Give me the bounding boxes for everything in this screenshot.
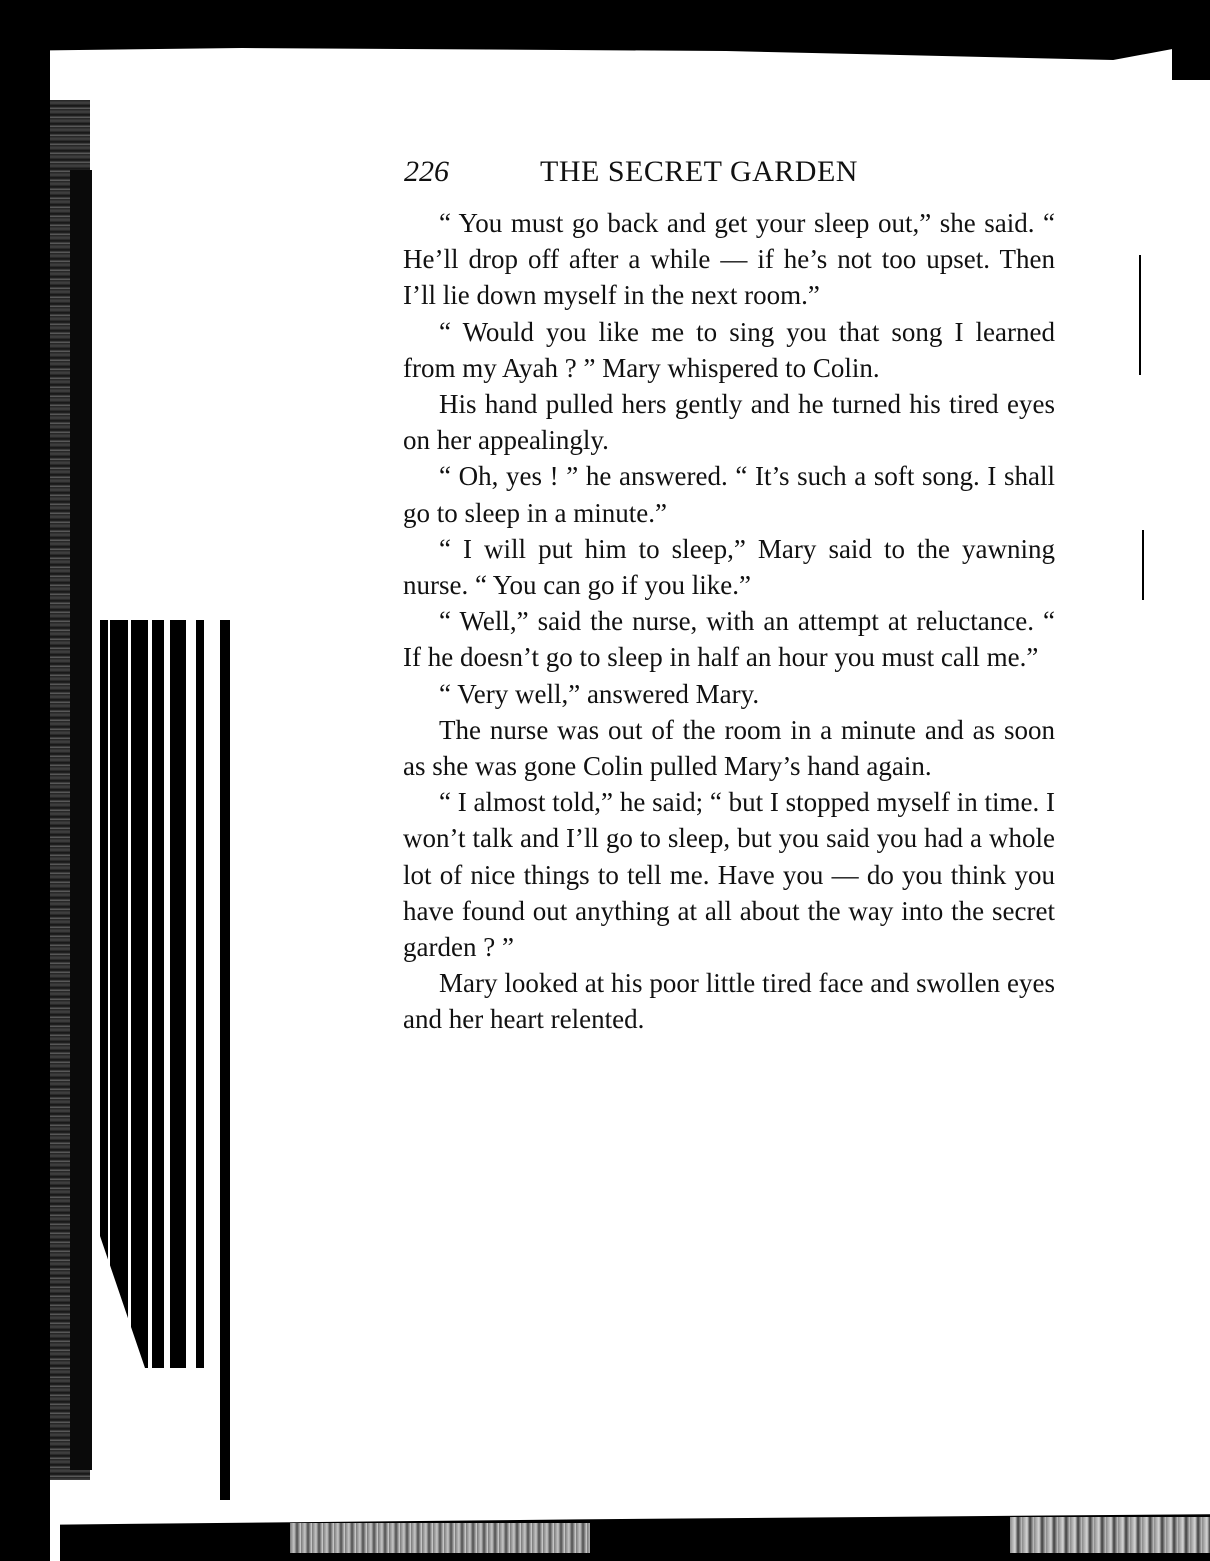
scan-edge-left-dark [70,170,92,1470]
margin-mark [1139,255,1141,375]
scan-noise-bottom [290,1523,590,1553]
paragraph: “ Oh, yes ! ” he answered. “ It’s such a soft song. I shall go to sleep in a minute.” [403,461,1055,528]
paragraph: “ You must go back and get your sleep out,” she said. “ He’ll drop off after a while — if he’s not too upset. Then I’ll lie down myself in the next room.” [403,208,1055,311]
scan-noise-bottom-right [1010,1517,1210,1553]
margin-mark [1142,530,1144,600]
paragraph: “ Would you like me to sing you that song I learned from my Ayah ? ” Mary whispered to Colin. [403,316,1055,383]
paragraph: “ Very well,” answered Mary. [439,678,760,709]
scan-bars [100,620,250,1500]
scan-edge-left [0,0,50,1561]
paragraph: His hand pulled hers gently and he turned his tired eyes on her appealingly. [403,389,1055,456]
running-title: THE SECRET GARDEN [540,155,858,188]
page-number: 226 [404,155,449,188]
page-header [404,150,1064,194]
scan-edge-right [1172,0,1210,80]
paragraph: The nurse was out of the room in a minute and as soon as she was gone Colin pulled Mary’s hand again. [403,714,1055,782]
paragraph: “ Well,” said the nurse, with an attempt at reluctance. “ If he doesn’t go to sleep in half an hour you must call me.” [403,606,1055,673]
page-body [403,205,1055,1038]
paragraph: “ I almost told,” he said; “ but I stopped myself in time. I won’t talk and I’ll go to sleep, but you said you had a whole lot of nice things to tell me. Have you — do you think you have found out anything at all about the way into the secret garden ? ” [403,787,1055,963]
scan-edge-top [0,0,1210,60]
paragraph: “ I will put him to sleep,” Mary said to the yawning nurse. “ You can go if you like.” [403,533,1055,601]
paragraph: Mary looked at his poor little tired face and swollen eyes and her heart relented. [403,968,1055,1035]
